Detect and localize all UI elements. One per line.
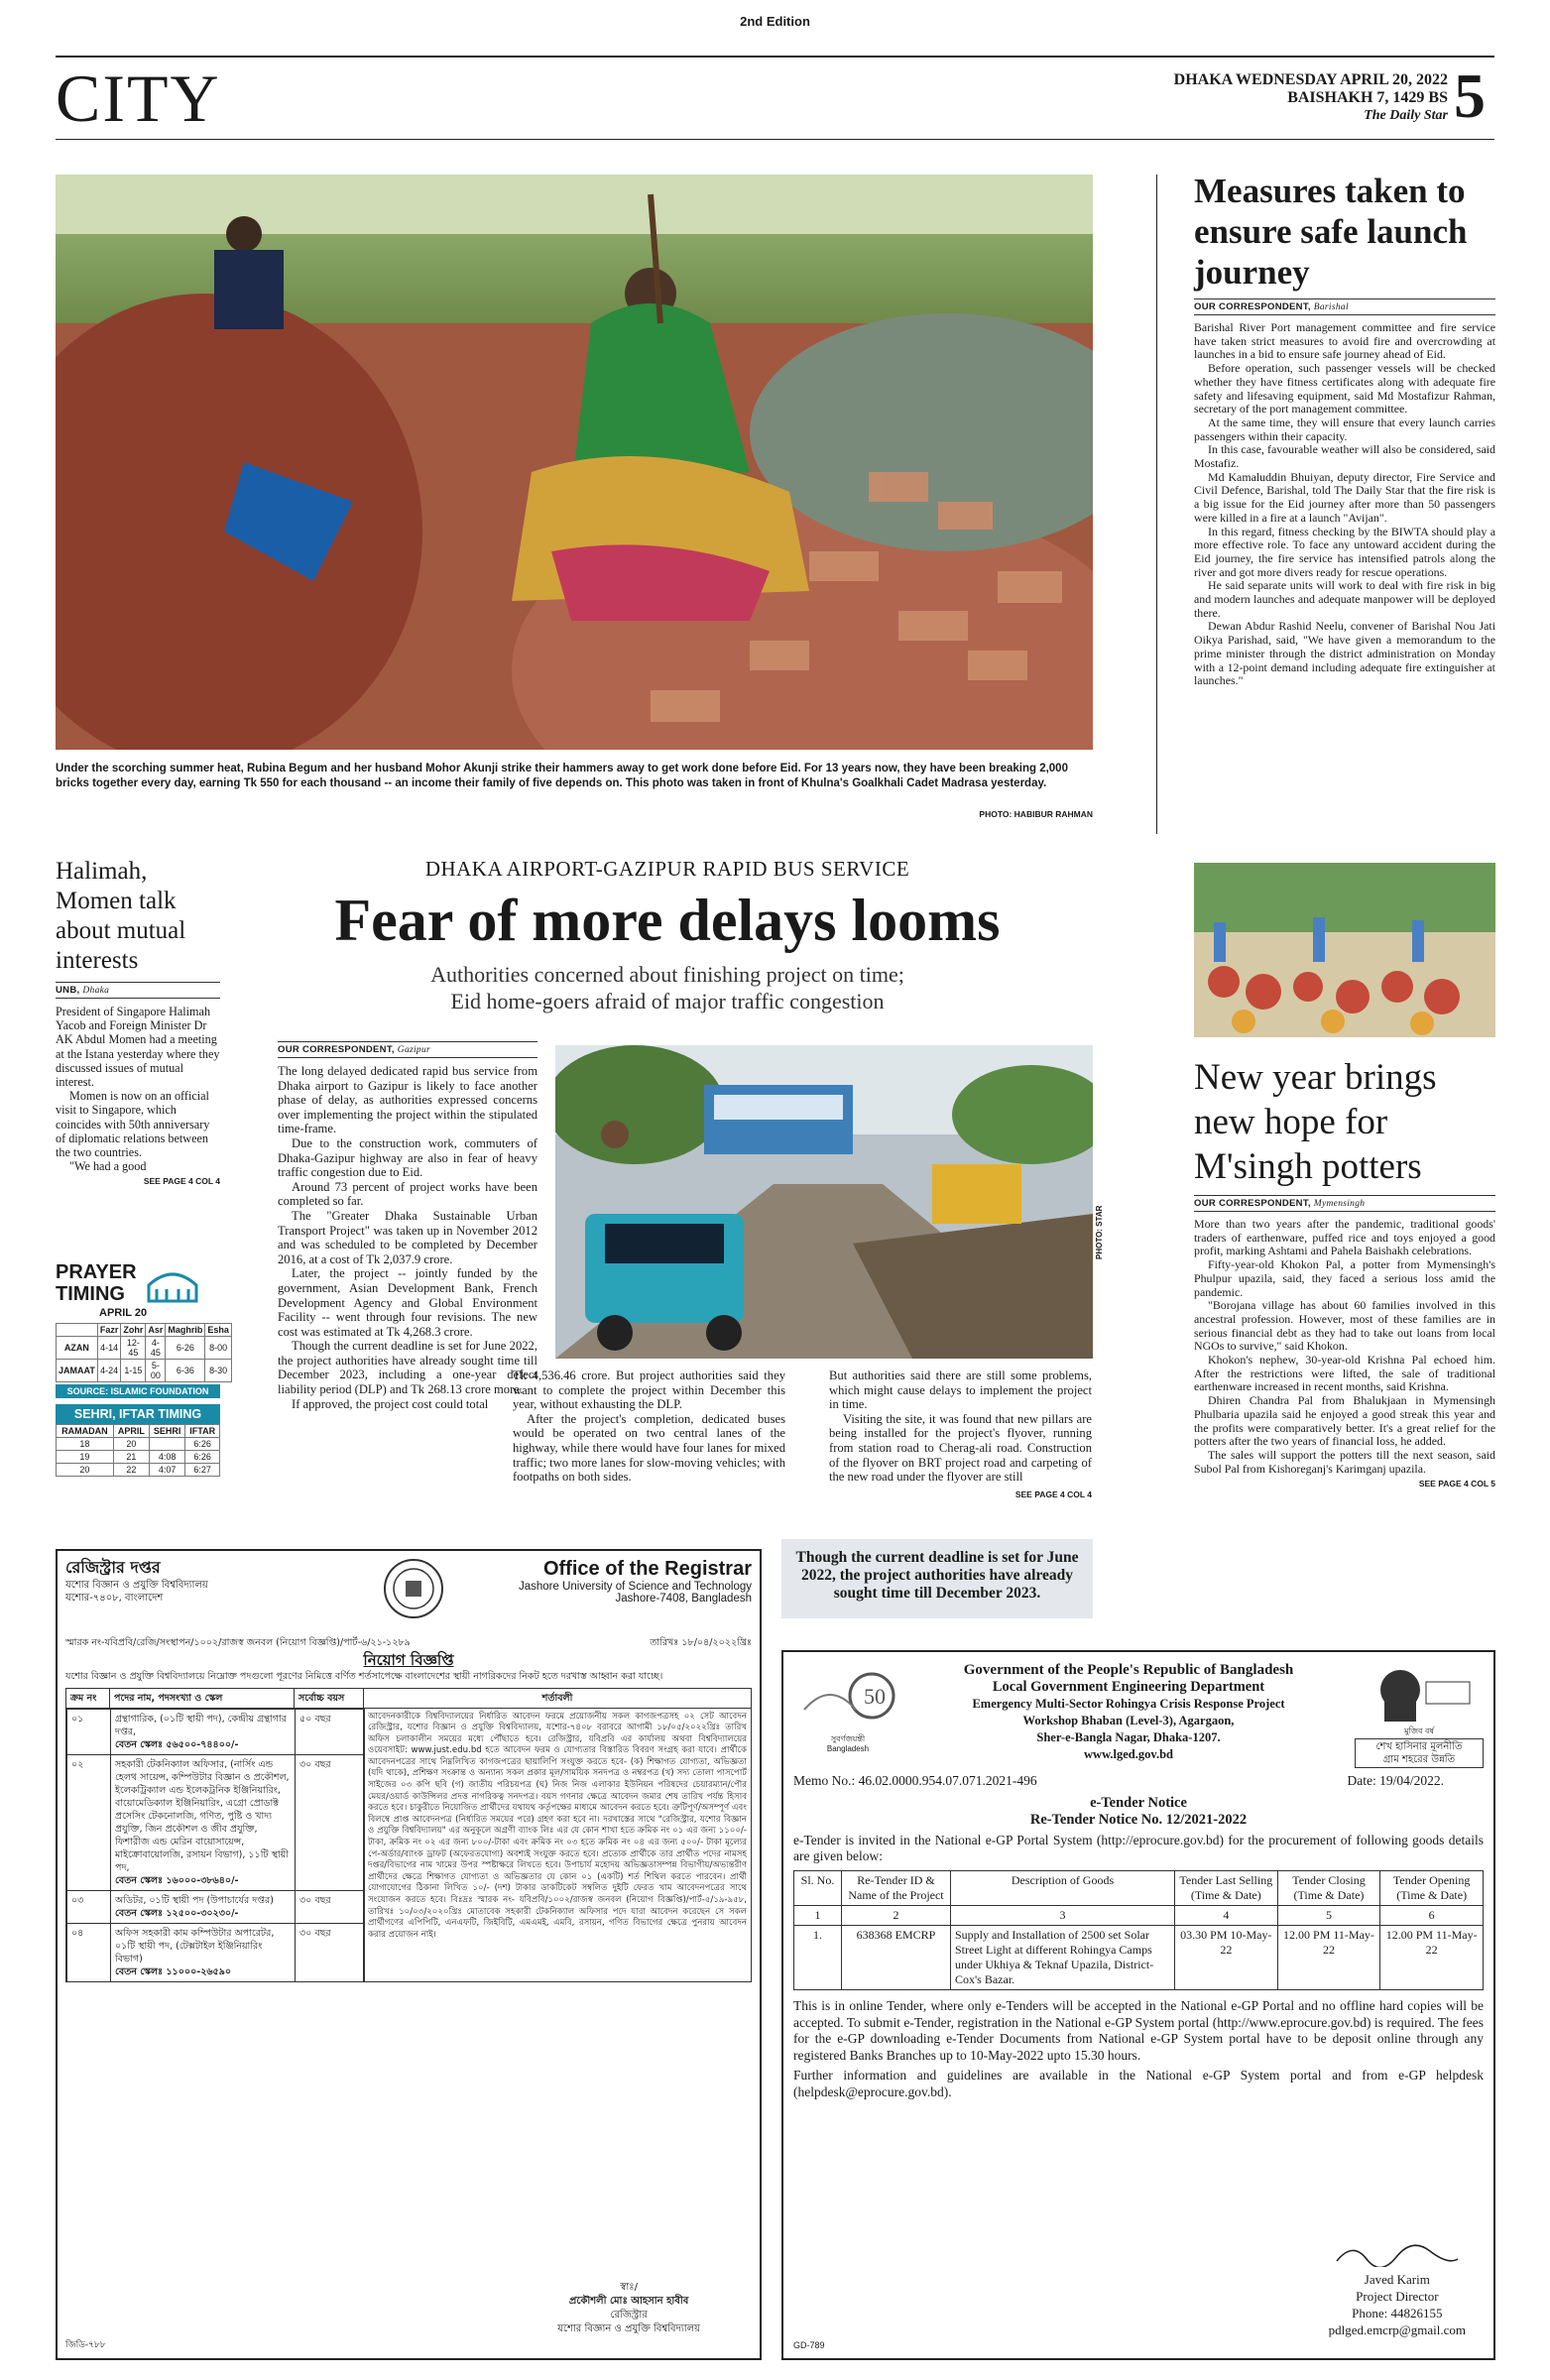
tender-header: Description of Goods	[951, 1871, 1175, 1906]
lged-gov: Government of the People's Republic of Bangladesh	[963, 1662, 1294, 1678]
sehri-title: SEHRI, IFTAR TIMING	[56, 1404, 220, 1424]
lged-ref: GD-789	[793, 2340, 825, 2350]
brt-deck-2: Eid home-goers afraid of major traffic congestion	[450, 989, 885, 1013]
potters-para: Khokon's nephew, 30-year-old Krishna Pal echoed him. After the restrictions were lifted, the sale of traditional earthenware increased in recent months, said Krishna.	[1194, 1353, 1495, 1394]
brt-story	[242, 857, 1093, 1014]
prayer-cell: 8-30	[205, 1360, 232, 1382]
registrar-signer: প্রকৌশলী মোঃ আহসান হাবীব	[568, 2296, 689, 2307]
registrar-signer-org: যশোর বিজ্ঞান ও প্রযুক্তি বিশ্ববিদ্যালয়	[557, 2323, 700, 2334]
brt-road-photo	[555, 1045, 1093, 1359]
brt-column-2	[513, 1368, 785, 1485]
brick-breakers-photo	[56, 175, 1093, 750]
prayer-cell: 4-24	[97, 1360, 121, 1382]
date-line: DHAKA WEDNESDAY APRIL 20, 2022	[1173, 71, 1448, 88]
registrar-row-age: ৩০ বছর	[296, 1923, 365, 1981]
brt-col1-body	[278, 1064, 537, 1411]
registrar-row-no: ০৪	[67, 1923, 111, 1981]
launch-byline-text: OUR CORRESPONDENT,	[1194, 301, 1311, 312]
lged-memo-line	[793, 1773, 1484, 1789]
registrar-header: শর্তাবলী	[364, 1688, 752, 1708]
lged-signature	[1329, 2241, 1466, 2338]
university-seal-icon	[382, 1557, 445, 1620]
registrar-row-post	[111, 1709, 296, 1754]
sehri-cell: 20	[113, 1438, 149, 1451]
tender-cell: 1.	[794, 1926, 842, 1990]
registrar-row-post	[111, 1754, 296, 1890]
sehri-cell: 4:07	[149, 1464, 185, 1477]
tender-header: Re-Tender ID & Name of the Project	[842, 1871, 951, 1906]
launch-headline: Measures taken to ensure safe launch journey	[1194, 172, 1468, 292]
prayer-title-1: PRAYER	[56, 1261, 137, 1283]
brt-byline	[278, 1041, 537, 1058]
lged-sig-title: Project Director	[1356, 2289, 1439, 2304]
brt-deck-1: Authorities concerned about finishing project on time;	[430, 962, 904, 987]
halimah-para: President of Singapore Halimah Yacob and Foreign Minister Dr AK Abdul Momen had a meeting at the Istana yesterday where they discussed issues of mutual interest.	[56, 1005, 220, 1090]
prayer-cell: JAMAAT	[57, 1360, 98, 1382]
potters-photo-illustration	[1194, 863, 1495, 1037]
prayer-cell: 5-00	[146, 1360, 166, 1382]
brt-column-3	[829, 1368, 1092, 1501]
brt-headline: Fear of more delays looms	[334, 888, 1001, 953]
prayer-cell: 1-15	[121, 1360, 146, 1382]
potters-body	[1194, 1218, 1495, 1476]
brt-pullquote: Though the current deadline is set for June 2022, the project authorities have already sought time till December 2023.	[781, 1539, 1093, 1618]
prayer-table	[56, 1323, 232, 1382]
lged-notice-1: e-Tender Notice	[1090, 1795, 1187, 1811]
registrar-table	[65, 1688, 752, 1983]
halimah-body	[56, 1005, 220, 1173]
prayer-cell: 6-36	[166, 1360, 205, 1382]
tender-col-number: 5	[1277, 1906, 1380, 1926]
brt-para: The "Greater Dhaka Sustainable Urban Transport Project" was taken up in November 2012 and was scheduled to be completed by December 2016, at a cost of Tk 2,037.9 crore.	[278, 1208, 537, 1266]
brt-byline-place: Gazipur	[397, 1045, 431, 1055]
lged-memo: Memo No.: 46.02.0000.954.07.071.2021-496	[793, 1773, 1037, 1788]
registrar-header: ক্রম নং	[66, 1688, 110, 1708]
prayer-header: Zohr	[121, 1324, 146, 1337]
halimah-para: "We had a good	[69, 1159, 147, 1174]
prayer-title-2: TIMING	[56, 1283, 125, 1305]
lged-slogan-2: গ্রাম শহরের উন্নতি	[1382, 1754, 1456, 1765]
prayer-header	[57, 1324, 98, 1337]
launch-para: Md Kamaluddin Bhuiyan, deputy director, Fire Service and Civil Defence, Barishal, told The Daily Star that the fire risk is a big issue for the Eid journey after more than 50 passengers were killed in a fire at a launch "Avijan".	[1194, 469, 1495, 525]
registrar-header: পদের নাম, পদসংখ্যা ও স্কেল	[110, 1688, 295, 1708]
sehri-cell: 20	[57, 1464, 114, 1477]
lged-logo-text-2: Bangladesh	[826, 1744, 870, 1753]
registrar-signer-title: রেজিস্ট্রার	[610, 2310, 648, 2320]
top-photo-caption: Under the scorching summer heat, Rubina Begum and her husband Mohor Akunji strike their hammers away to get work done before Eid. For 13 years now, they have been breaking 2,000 bricks together every day, earning Tk 550 for each thousand -- an income their family of five depends on. This photo was taken in front of Khulna's Goalkhali Cadet Madrasa yesterday.	[56, 763, 1068, 789]
lged-notice-2: Re-Tender Notice No. 12/2021-2022	[1029, 1812, 1248, 1828]
brt-column-1	[278, 1041, 537, 1411]
brt-para: If approved, the project cost could total	[292, 1396, 489, 1411]
lged-left-logo	[793, 1660, 902, 1753]
potters-byline-text: OUR CORRESPONDENT,	[1194, 1198, 1311, 1209]
header-rule	[56, 56, 1494, 58]
brt-photo-illustration	[555, 1045, 1093, 1359]
tender-header: Sl. No.	[794, 1871, 842, 1906]
brt-para: The long delayed dedicated rapid bus service from Dhaka airport to Gazipur is likely to face another phase of delay, as authorities expressed concerns over implementing the project within the stipulated time-frame.	[278, 1064, 537, 1136]
lged-web: www.lged.gov.bd	[1084, 1747, 1173, 1761]
brt-photo-credit: PHOTO: STAR	[1095, 1205, 1104, 1259]
brt-para: Due to the construction work, commuters of Dhaka-Gazipur highway are also in fear of heavy traffic congestion due to Eid.	[278, 1135, 537, 1180]
registrar-bn-title: রেজিস্ট্রার দপ্তর	[65, 1558, 161, 1577]
tender-cell: 638368 EMCRP	[842, 1926, 951, 1990]
prayer-cell: AZAN	[57, 1337, 98, 1360]
brt-para: But authorities said there are still some problems, which might cause delays to implement the project in time.	[829, 1368, 1092, 1412]
registrar-en-header	[484, 1557, 752, 1605]
lged-para-2: Further information and guidelines are available in the National e-GP System portal and from e-GP helpdesk (helpdesk@eprocure.gov.bd).	[793, 2068, 1484, 2099]
registrar-row-post	[111, 1923, 296, 1981]
tender-col-number: 2	[842, 1906, 951, 1926]
lged-address: Sher-e-Bangla Nagar, Dhaka-1207.	[1036, 1730, 1221, 1744]
sehri-cell: 18	[57, 1438, 114, 1451]
prayer-header: Fazr	[97, 1324, 121, 1337]
prayer-cell: 8-00	[205, 1337, 232, 1360]
launch-story	[1194, 171, 1495, 688]
lged-mujib-label: মুজিব বর্ষ	[1404, 1726, 1434, 1735]
registrar-post-name: সহকারী টেকনিক্যাল অফিসার, (নার্সিং এন্ড হেলথ সায়েন্স, কম্পিউটার বিজ্ঞান ও প্রকৌশল, ইলেকট্রিক্যাল এন্ড ইলেকট্রনিক ইঞ্জিনিয়ারিং, বায়োমেডিক্যাল ইঞ্জিনিয়ারিং, এগ্রো প্রোডাক্ট প্রসেসিং টেকনোলজি, গণিত, পুষ্টি ও খাদ্য প্রযুক্তি, জিন প্রকৌশল ও জীব প্রযুক্তি, ফিশারীজ এন্ড মেরিন বায়োসায়েন্স, মাইক্রোবায়োলজি, রসায়ন বিভাগ), ১১টি স্থায়ী পদ,	[115, 1758, 290, 1873]
halimah-byline-place: Dhaka	[82, 986, 110, 996]
registrar-bn-place: যশোর-৭৪০৮, বাংলাদেশ	[65, 1593, 164, 1604]
lged-para-1: This is in online Tender, where only e-Tenders will be accepted in the National e-GP Portal and no offline hard copies will be accepted. To submit e-Tender, registration in the National e-GP System portal (http://www.eprocure.gov.bd) is required. The fees for the e-GP downloading e-Tender Documents from National e-GP System portal have to be deposit online through any registered Banks Branches up to 10-May-2022 upto 15.30 hours.	[793, 1998, 1484, 2063]
registrar-pay-scale: বেতন স্কেলঃ ১৬০০০-৩৮৬৪০/-	[115, 1874, 239, 1886]
registrar-row-post	[111, 1890, 296, 1923]
date-block	[1131, 71, 1448, 125]
launch-byline	[1194, 298, 1495, 315]
brt-byline-text: OUR CORRESPONDENT,	[278, 1044, 395, 1055]
launch-column-rule	[1156, 175, 1157, 834]
potters-para: More than two years after the pandemic, traditional goods' traders of earthenware, puffed rice and toys enjoyed a good profit, marking Ashtami and Pahela Baishakh celebrations.	[1194, 1217, 1495, 1258]
lged-sig-name: Javed Karim	[1364, 2272, 1430, 2287]
brt-para: Visiting the site, it was found that new pillars are being installed for the project's flyover, running from station road to Cherag-ali road. Construction of the flyover on BRT project road and carpeting of the new road under the flyover are still	[829, 1411, 1092, 1485]
paper-logo: The Daily Star	[1364, 108, 1448, 123]
brt-para: Though the current deadline is set for June 2022, the project authorities have already sought time till December 2023, including a one-year defect liability period (DLP) and Tk 268.13 crore more.	[278, 1339, 537, 1397]
lged-ad	[781, 1650, 1495, 2360]
registrar-conditions: আবেদনকারীকে বিশ্ববিদ্যালয়ের নির্ধারিত আবেদন ফরমে প্রয়োজনীয় সকল কাগজপত্রসহ ০২ সেট আবেদন রেজিস্ট্রার, যশোর বিজ্ঞান ও প্রযুক্তি বিশ্ববিদ্যালয়, যশোর-৭৪০৮ বরাবরে আগামী ১৮/০৫/২০২২খ্রিঃ তারিখ অফিস চলাকালীন সময়ের মধ্যে পৌঁছাতে হবে। রেজিস্ট্রার, যবিপ্রবি এর কার্যালয় অথবা বিশ্ববিদ্যালয়ের ওয়েবসাইট: www.just.edu.bd হতে আবেদন ফরম ও যোগ্যতার বিস্তারিত বিবরণ সংগ্রহ করা যাবে। প্রার্থীকে আবেদনপত্রের সাথে নিম্নলিখিত কাগজপত্রের ছায়ালিপি সংযুক্ত করতে হবে- (ক) শিক্ষাগত যোগ্যতা, অভিজ্ঞতা (যদি থাকে), প্রশিক্ষণ সংক্রান্ত ও অন্যান্য সকল প্রকার মূল/সাময়িক সনদপত্র ও নম্বরপত্র (খ) সদ্য তোলা পাসপোর্ট সাইজের ০৩ কপি ছবি (গ) জাতীয় পরিচয়পত্র (ঘ) নিজ নিজ এলাকার ইউনিয়ন পরিষদের চেয়ারম্যান/পৌর মেয়র/ওয়ার্ড কাউন্সিলর প্রদত্ত নাগরিকত্ব সনদপত্র। বয়স গণনার ক্ষেত্রে আবেদন জমার শেষ তারিখ পর্যন্ত হিসাব করতে হবে। চাকুরীতে নিয়োজিত প্রার্থীদের যথাযথ কর্তৃপক্ষের মাধ্যমে আবেদন করতে হবে। ত্রুটিপূর্ণ/অসম্পূর্ণ এবং বিলম্বে প্রাপ্ত আবেদনপত্র (নির্ধারিত সময়ের পরে) গ্রহণ করা হবে না। দরখাস্তের সাথে "রেজিস্ট্রার, যশোর বিজ্ঞান ও প্রযুক্তি বিশ্ববিদ্যালয়" এর অনুকূলে অগ্রণী ব্যাংক লিঃ এর যে কোন শাখা হতে ক্রমিক নং ০১ এর জন্য ১১০০/- টাকা, ক্রমিক নং ০২ এর জন্য ৮০০/-টাকা এবং ক্রমিক নং ০৩ হতে ক্রমিক নং ০৪ এর জন্য ৫০০/- টাকা মূল্যের পে-অর্ডার/ব্যাংক ড্রাফট (অফেরতযোগ্য) অবশ্যই সংযুক্ত করতে হবে। প্রত্যেক প্রার্থীকে তার প্রার্থীত পদের নামসহ দপ্তর/বিভাগের নাম খামের উপর স্পষ্টাক্ষরে লিখতে হবে। উপাচার্য মহোদয় অভিজ্ঞতাসম্পন্ন বিভাগীয়/অভ্যন্তরীণ প্রার্থীদের ক্ষেত্রে শিক্ষাগত যোগ্যতা ও অভিজ্ঞতার যে কোন ০১ (একটি) শর্ত শিথিল করতে পারবেন। প্রার্থী যোগাযোগের ঠিকানা লিখিত ১০/- (দশ) টাকার ডাকটিকেট সম্বলিত দুইটি ফেরত খাম আবেদনপত্রের সাথে সংযোজন করতে হবে। বিঃদ্রঃ স্মারক নং- যবিপ্রবি/১০০২/রাজস্ব জনবল (নিয়োগ বিজ্ঞপ্তি)/পার্ট-৫/১৯-৯৫৮, তারিখঃ ১০/০৩/২০২০খ্রিঃ মোতাবেক সহকারী টেকনিক্যাল অফিসার পদে যারা আবেদন করেছেন সে সকল প্রার্থীগণের এপিপিটি, এনএফটি, জিইবিটি, এমএমই, এমবি, রসায়ন, গণিত বিভাগের ক্ষেত্রে পুনরায় আবেদন করার প্রয়োজন নাই।	[364, 1708, 752, 1982]
tender-header: Tender Last Selling (Time & Date)	[1175, 1871, 1278, 1906]
tender-col-number: 1	[794, 1906, 842, 1926]
brt-para: Tk 4,536.46 crore. But project authorities said they want to complete the project within December this year, without exhausting the DLP.	[513, 1368, 785, 1412]
sehri-cell: 6:26	[185, 1438, 220, 1451]
halimah-byline-text: UNB,	[56, 985, 80, 996]
potters-headline: New year brings new hope for M'singh potters	[1194, 1057, 1437, 1187]
lged-logo-text: সুবর্ণজয়ন্তী	[830, 1734, 866, 1743]
registrar-intro: যশোর বিজ্ঞান ও প্রযুক্তি বিশ্ববিদ্যালয়ে নিম্নোক্ত পদগুলো পূরণের নিমিত্তে বর্ণিত শর্তসাপেক্ষে বাংলাদেশের স্থায়ী নাগরিকদের নিকট হতে দরখাস্ত আহ্বান করা যাচ্ছে।	[65, 1671, 663, 1682]
prayer-cell: 12-45	[121, 1337, 146, 1360]
sehri-header: APRIL	[113, 1425, 149, 1438]
registrar-row-age: ৩০ বছর	[296, 1754, 365, 1890]
registrar-row-age: ৫০ বছর	[296, 1709, 365, 1754]
tender-cell: Supply and Installation of 2500 set Solar Street Light at different Rohingya Camps under Ukhiya & Teknaf Upazila, District- Cox's Bazar.	[951, 1926, 1175, 1990]
lged-slogan	[1355, 1738, 1484, 1768]
halimah-byline	[56, 982, 220, 999]
registrar-row-no: ০২	[67, 1754, 111, 1890]
registrar-signature	[557, 2281, 700, 2336]
registrar-ref: জিডি-৭৮৮	[65, 2340, 106, 2350]
lged-right-logo	[1355, 1660, 1484, 1768]
launch-para: In this case, favourable weather will also be considered, said Mostafiz.	[1194, 442, 1495, 471]
tender-cell: 12.00 PM 11-May-22	[1380, 1926, 1484, 1990]
potters-para: "Borojana village has about 60 families involved in this ancestral profession. However, most of these families are in serious financial debt as they had to take out loans from local NGOs to survive," said Khokon.	[1194, 1298, 1495, 1354]
registrar-en-univ: Jashore University of Science and Technology	[518, 1581, 752, 1593]
registrar-date: তারিখঃ ১৮/০৪/২০২২খ্রিঃ	[650, 1637, 752, 1648]
brick-photo-illustration	[56, 175, 1093, 750]
potters-para: Dhiren Chandra Pal from Bhalukjaan in Mymensingh Phulbaria upazila said he enjoyed a good streak this year and the profits were comparatively better. It's a great relief for the potters after the two years of financial loss, he added.	[1194, 1393, 1495, 1449]
tender-header: Tender Closing (Time & Date)	[1277, 1871, 1380, 1906]
registrar-post-name: অডিটর, ০১টি স্থায়ী পদ (উপাচার্যের দপ্তর)	[115, 1894, 274, 1906]
svg-text:50: 50	[864, 1684, 886, 1709]
edition-label: 2nd Edition	[740, 14, 810, 29]
sehri-cell	[149, 1438, 185, 1451]
potters-photo	[1194, 863, 1495, 1037]
registrar-row-no: ০১	[67, 1709, 111, 1754]
launch-para: He said separate units will work to deal with fire risk in big and modern launches and adequate manpower will be deployed there.	[1194, 578, 1495, 620]
brt-see-page: SEE PAGE 4 COL 4	[1014, 1488, 1092, 1499]
registrar-en-title: Office of the Registrar	[542, 1558, 752, 1580]
registrar-bn-univ: যশোর বিজ্ঞান ও প্রযুক্তি বিশ্ববিদ্যালয়	[65, 1580, 208, 1591]
halimah-headline: Halimah, Momen talk about mutual interests	[56, 858, 186, 974]
top-photo-credit: PHOTO: HABIBUR RAHMAN	[979, 809, 1093, 819]
prayer-timing-box	[56, 1261, 229, 1477]
golden-jubilee-logo-icon	[800, 1660, 895, 1729]
prayer-header: Asr	[146, 1324, 166, 1337]
bengali-date: BAISHAKH 7, 1429 BS	[1287, 89, 1448, 106]
tender-col-number: 3	[951, 1906, 1175, 1926]
tender-header: Tender Opening (Time & Date)	[1380, 1871, 1484, 1906]
sehri-cell: 4:08	[149, 1451, 185, 1464]
registrar-bn-header	[65, 1557, 343, 1605]
registrar-ad	[56, 1549, 762, 2360]
lged-notice	[793, 1795, 1484, 1829]
lged-phone: Phone: 44826155	[1352, 2306, 1443, 2320]
lged-slogan-1: শেখ হাসিনার মূলনীতি	[1375, 1741, 1463, 1752]
sehri-cell: 21	[113, 1451, 149, 1464]
potters-byline-place: Mymensingh	[1313, 1199, 1366, 1209]
brt-para: Around 73 percent of project works have been completed so far.	[278, 1179, 537, 1209]
portrait-mujib-logo-icon	[1365, 1660, 1474, 1722]
launch-body	[1194, 321, 1495, 688]
tender-col-number: 4	[1175, 1906, 1278, 1926]
mosque-icon	[143, 1261, 202, 1305]
registrar-header: সর্বোচ্চ বয়স	[295, 1688, 364, 1708]
brt-deck	[242, 961, 1093, 1014]
sehri-cell: 6:26	[185, 1451, 220, 1464]
launch-para: Before operation, such passenger vessels will be checked whether they have fitness certificates along with adequate fire safety and lifesaving equipment, said Md Mostafizur Rahman, secretary of the port management committee.	[1194, 361, 1495, 416]
sehri-cell: 19	[57, 1451, 114, 1464]
potters-see-page: SEE PAGE 4 COL 5	[1418, 1479, 1495, 1489]
sehri-header: IFTAR	[185, 1425, 220, 1438]
header-rule-bottom	[56, 139, 1494, 140]
registrar-memo-line	[65, 1636, 752, 1649]
prayer-header: Esha	[205, 1324, 232, 1337]
halimah-story	[56, 857, 220, 1186]
brt-para: After the project's completion, dedicated buses would be operated on two central lanes of the highway, while there would have four lanes for mixed traffic; two more lanes for slow-moving vehicles; with footpaths on both sides.	[513, 1411, 786, 1485]
brt-para: Later, the project -- jointly funded by the government, Asian Development Bank, French Development Agency and Global Environment Facility -- went through four revisions. The new cost was estimated at Tk 4,268.3 crore.	[278, 1266, 537, 1339]
lged-email: pdlged.emcrp@gmail.com	[1328, 2322, 1466, 2337]
potters-story	[1194, 1055, 1495, 1488]
potters-byline	[1194, 1195, 1495, 1212]
sehri-cell: 22	[113, 1464, 149, 1477]
lged-intro: e-Tender is invited in the National e-GP Portal System (http://eprocure.gov.bd) for the procurement of following goods details are given below:	[793, 1833, 1484, 1863]
launch-para: Barishal River Port management committee and fire service have taken strict measures to avoid fire and overcrowding at launches in a bid to ensure safe journey ahead of Eid.	[1194, 320, 1495, 362]
tender-cell: 03.30 PM 10-May-22	[1175, 1926, 1278, 1990]
tender-cell: 12.00 PM 11-May-22	[1277, 1926, 1380, 1990]
prayer-cell: 6-26	[166, 1337, 205, 1360]
section-title: CITY	[56, 60, 221, 136]
lged-project: Emergency Multi-Sector Rohingya Crisis Response Project	[972, 1697, 1285, 1711]
lged-header	[902, 1660, 1355, 1763]
sehri-cell: 6:27	[185, 1464, 220, 1477]
potters-para: The sales will support the potters till the next season, said Subol Pal from Kishoreganj's Karimganj upazila.	[1194, 1447, 1495, 1476]
halimah-para: Momen is now on an official visit to Singapore, which coincides with 50th anniversary of diplomatic relations between the two countries.	[56, 1089, 210, 1160]
prayer-source: SOURCE: ISLAMIC FOUNDATION	[56, 1384, 220, 1398]
registrar-pay-scale: বেতন স্কেলঃ ১২৫০০-৩০২৩০/-	[115, 1907, 239, 1919]
lged-date: Date: 19/04/2022.	[1347, 1773, 1444, 1788]
sehri-header: RAMADAN	[57, 1425, 114, 1438]
page-number: 5	[1454, 60, 1486, 131]
registrar-pay-scale: বেতন স্কেলঃ ১১০০০-২৬৫৯০	[115, 1965, 232, 1977]
brt-kicker: DHAKA AIRPORT-GAZIPUR RAPID BUS SERVICE	[424, 857, 910, 881]
tender-col-number: 6	[1380, 1906, 1484, 1926]
prayer-cell: 4-45	[146, 1337, 166, 1360]
launch-para: In this regard, fitness checking by the BIWTA should play a more effective role. To face any untoward accident during the Eid journey, the fire service has intensified patrols along the river and got more divers ready for rescue operations.	[1194, 524, 1495, 579]
sehri-table	[56, 1424, 220, 1477]
registrar-pay-scale: বেতন স্কেলঃ ৫৬৫০০-৭৪৪০০/-	[115, 1738, 239, 1750]
lged-tender-table	[793, 1870, 1484, 1990]
registrar-row-age: ৩০ বছর	[296, 1890, 365, 1923]
prayer-cell: 4-14	[97, 1337, 121, 1360]
halimah-see-page: SEE PAGE 4 COL 4	[143, 1176, 220, 1187]
registrar-post-name: গ্রন্থাগারিক, (০১টি স্থায়ী পদ), কেন্দ্রীয় গ্রন্থাগার দপ্তর,	[115, 1713, 287, 1737]
lged-dept: Local Government Engineering Department	[992, 1679, 1265, 1695]
launch-para: At the same time, they will ensure that every launch carries passengers within their capacity.	[1194, 415, 1495, 443]
registrar-row-no: ০৩	[67, 1890, 111, 1923]
registrar-notice-title: নিয়োগ বিজ্ঞপ্তি	[363, 1651, 454, 1669]
registrar-memo: স্মারক নং-যবিপ্রবি/রেজি/সংস্থাপন/১০০২/রাজস্ব জনবল (নিয়োগ বিজ্ঞপ্তি)/পার্ট-৬/২১-১২৮৯	[65, 1637, 411, 1648]
registrar-post-name: অফিস সহকারী কাম কম্পিউটার অপারেটর, ০১টি স্থায়ী পদ, (টেক্সটাইল ইঞ্জিনিয়ারিং বিভাগ)	[115, 1927, 275, 1964]
lged-bhaban: Workshop Bhaban (Level-3), Agargaon,	[1022, 1714, 1235, 1727]
registrar-en-place: Jashore-7408, Bangladesh	[615, 1593, 752, 1605]
launch-byline-place: Barishal	[1313, 302, 1349, 312]
sehri-header: SEHRI	[149, 1425, 185, 1438]
prayer-header: Maghrib	[166, 1324, 205, 1337]
potters-para: Fifty-year-old Khokon Pal, a potter from Mymensingh's Phulpur upazila, said, they faced a serious loss amid the pandemic.	[1194, 1257, 1495, 1299]
registrar-sign-label: স্বাঃ/	[620, 2282, 638, 2293]
prayer-date: APRIL 20	[99, 1307, 148, 1319]
launch-para: Dewan Abdur Rashid Neelu, convener of Barishal Nou Jati Oikya Parishad, said, "We have given a memorandum to the prime minister through the district administration on Monday with a 12-point demand including adequate fire extinguisher at launches."	[1194, 619, 1495, 688]
signature-scribble-icon	[1333, 2241, 1462, 2267]
